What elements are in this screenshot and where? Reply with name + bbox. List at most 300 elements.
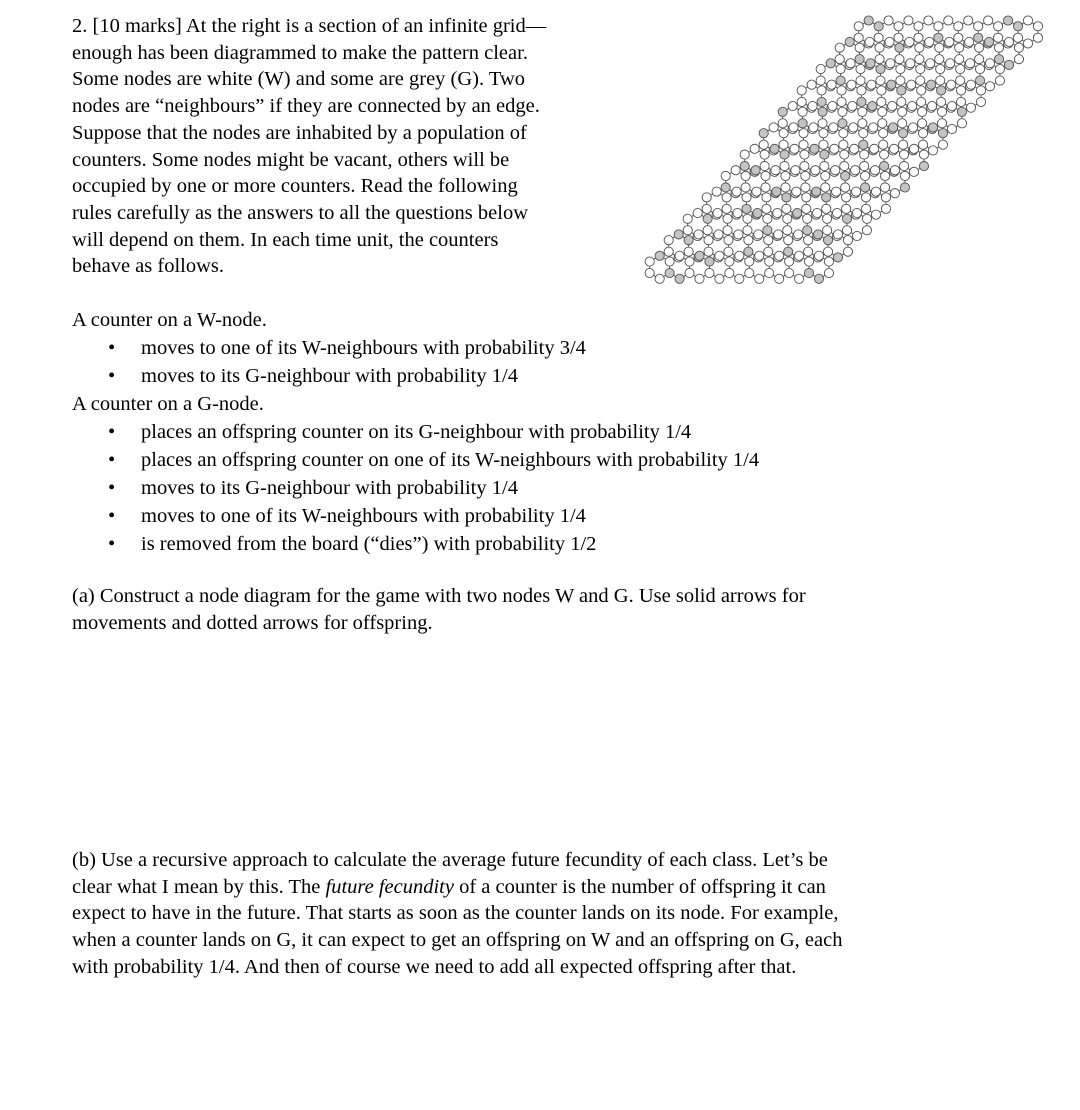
- white-node: [820, 161, 829, 170]
- white-node: [899, 150, 908, 159]
- white-node: [817, 86, 826, 95]
- white-node: [742, 193, 751, 202]
- white-node: [664, 247, 673, 256]
- white-node: [956, 64, 965, 73]
- white-node: [936, 76, 945, 85]
- white-node: [947, 124, 956, 133]
- grey-node: [897, 86, 906, 95]
- bullet-icon: •: [108, 421, 116, 443]
- white-node: [876, 76, 885, 85]
- white-node: [937, 107, 946, 116]
- grey-node: [866, 59, 875, 68]
- white-node: [935, 43, 944, 52]
- white-node: [804, 236, 813, 245]
- white-node: [938, 140, 947, 149]
- white-node: [906, 59, 915, 68]
- white-node: [814, 251, 823, 260]
- part-b-text: clear what I mean by this. The: [72, 875, 326, 898]
- list-item: [72, 334, 1032, 362]
- white-node: [936, 64, 945, 73]
- rule-text: places an offspring counter on one of its W-neighbours with probability 1/4: [141, 449, 760, 471]
- white-node: [975, 43, 984, 52]
- white-node: [821, 183, 830, 192]
- part-b-line: [72, 874, 1032, 901]
- grey-node: [1004, 60, 1013, 69]
- white-node: [645, 257, 654, 266]
- grey-node: [804, 268, 813, 277]
- white-node: [804, 257, 813, 266]
- list-item: [72, 530, 1032, 558]
- white-node: [816, 76, 825, 85]
- white-node: [916, 64, 925, 73]
- bullet-icon: •: [108, 505, 116, 527]
- white-node: [874, 33, 883, 42]
- white-node: [914, 33, 923, 42]
- white-node: [965, 37, 974, 46]
- white-node: [824, 268, 833, 277]
- grey-node: [818, 107, 827, 116]
- white-node: [878, 119, 887, 128]
- white-node: [823, 226, 832, 235]
- white-node: [871, 187, 880, 196]
- grey-node: [820, 150, 829, 159]
- bullet-icon: •: [108, 449, 116, 471]
- grey-node: [957, 107, 966, 116]
- white-node: [855, 43, 864, 52]
- white-node: [875, 43, 884, 52]
- white-node: [774, 230, 783, 239]
- white-node: [925, 37, 934, 46]
- grey-node: [763, 226, 772, 235]
- white-node: [685, 268, 694, 277]
- white-node: [885, 37, 894, 46]
- white-node: [760, 150, 769, 159]
- white-node: [914, 22, 923, 31]
- part-b-question: [72, 847, 1032, 981]
- grey-node: [772, 187, 781, 196]
- white-node: [918, 129, 927, 138]
- white-node: [854, 33, 863, 42]
- grey-node: [778, 107, 787, 116]
- white-node: [794, 251, 803, 260]
- grey-node: [887, 80, 896, 89]
- white-node: [899, 161, 908, 170]
- white-node: [947, 101, 956, 110]
- white-node: [769, 123, 778, 132]
- white-node: [655, 274, 664, 283]
- white-node: [862, 226, 871, 235]
- grey-node: [793, 208, 802, 217]
- white-node: [702, 193, 711, 202]
- white-node: [833, 230, 842, 239]
- grey-node: [744, 247, 753, 256]
- white-node: [841, 183, 850, 192]
- bullet-icon: •: [108, 337, 116, 359]
- white-node: [809, 123, 818, 132]
- intro-line: rules carefully as the answers to all the questions below: [72, 201, 528, 224]
- white-node: [859, 129, 868, 138]
- white-node: [897, 97, 906, 106]
- white-node: [843, 247, 852, 256]
- white-node: [884, 16, 893, 25]
- white-node: [765, 257, 774, 266]
- white-node: [994, 43, 1003, 52]
- white-node: [946, 80, 955, 89]
- white-node: [879, 140, 888, 149]
- white-node: [724, 247, 733, 256]
- white-node: [794, 274, 803, 283]
- white-node: [975, 64, 984, 73]
- grey-node: [784, 247, 793, 256]
- grey-node: [845, 37, 854, 46]
- white-node: [704, 236, 713, 245]
- part-b-line: when a counter lands on G, it can expect to get an offspring on W and an offspring on G, each: [72, 929, 843, 952]
- white-node: [915, 55, 924, 64]
- white-node: [854, 22, 863, 31]
- white-node: [908, 101, 917, 110]
- grey-node: [759, 129, 768, 138]
- grey-node: [813, 230, 822, 239]
- white-node: [946, 59, 955, 68]
- white-node: [685, 257, 694, 266]
- white-node: [821, 171, 830, 180]
- intro-line: nodes are “neighbours” if they are connected by an edge.: [72, 95, 540, 118]
- white-node: [822, 204, 831, 213]
- white-node: [861, 193, 870, 202]
- white-node: [731, 166, 740, 175]
- grey-node: [742, 204, 751, 213]
- white-node: [722, 204, 731, 213]
- white-node: [827, 80, 836, 89]
- grey-node: [1003, 16, 1012, 25]
- part-a-line: (a) Construct a node diagram for the game with two nodes W and G. Use solid arrows for: [72, 585, 806, 607]
- white-node: [976, 86, 985, 95]
- white-node: [877, 86, 886, 95]
- white-node: [712, 187, 721, 196]
- white-node: [877, 97, 886, 106]
- white-node: [916, 76, 925, 85]
- white-node: [937, 119, 946, 128]
- white-node: [860, 161, 869, 170]
- white-node: [880, 183, 889, 192]
- part-a-question: [72, 583, 1032, 636]
- grey-node: [740, 161, 749, 170]
- grey-node: [674, 230, 683, 239]
- white-node: [664, 236, 673, 245]
- white-node: [856, 64, 865, 73]
- white-node: [858, 119, 867, 128]
- intro-line: will depend on them. In each time unit, the counters: [72, 228, 499, 251]
- white-node: [955, 55, 964, 64]
- white-node: [760, 161, 769, 170]
- white-node: [754, 230, 763, 239]
- white-node: [934, 22, 943, 31]
- intro-line: Some nodes are white (W) and some are grey (G). Two: [72, 68, 526, 91]
- bullet-icon: •: [108, 477, 116, 499]
- grey-node: [880, 161, 889, 170]
- white-node: [862, 214, 871, 223]
- white-node: [1023, 16, 1032, 25]
- white-node: [994, 33, 1003, 42]
- white-node: [848, 101, 857, 110]
- white-node: [745, 268, 754, 277]
- white-node: [781, 171, 790, 180]
- white-node: [837, 97, 846, 106]
- grey-node: [928, 123, 937, 132]
- white-node: [799, 129, 808, 138]
- white-node: [840, 161, 849, 170]
- grey-node: [770, 144, 779, 153]
- white-node: [915, 43, 924, 52]
- grey-node: [841, 171, 850, 180]
- white-node: [964, 16, 973, 25]
- white-node: [694, 230, 703, 239]
- white-node: [704, 247, 713, 256]
- hexagonal-grid-figure: [548, 10, 1060, 320]
- white-node: [945, 37, 954, 46]
- white-node: [870, 144, 879, 153]
- grey-node: [833, 253, 842, 262]
- white-node: [734, 230, 743, 239]
- white-node: [830, 144, 839, 153]
- white-node: [761, 171, 770, 180]
- rule-text: moves to its G-neighbour with probability 1/4: [141, 477, 518, 499]
- white-node: [764, 236, 773, 245]
- rules-section: [72, 306, 1032, 558]
- grey-node: [798, 119, 807, 128]
- white-node: [850, 144, 859, 153]
- white-node: [801, 183, 810, 192]
- grey-node: [836, 76, 845, 85]
- white-node: [907, 80, 916, 89]
- white-node: [917, 97, 926, 106]
- white-node: [847, 80, 856, 89]
- intro-line: 2. [10 marks] At the right is a section of an infinite grid—: [72, 15, 547, 37]
- white-node: [843, 236, 852, 245]
- grey-node: [838, 119, 847, 128]
- white-node: [800, 161, 809, 170]
- part-a-line: movements and dotted arrows for offspring.: [72, 611, 433, 634]
- white-node: [851, 187, 860, 196]
- grey-node: [810, 144, 819, 153]
- white-node: [831, 166, 840, 175]
- white-node: [908, 123, 917, 132]
- white-node: [861, 204, 870, 213]
- grey-node: [975, 76, 984, 85]
- white-node: [808, 101, 817, 110]
- grey-node: [889, 123, 898, 132]
- white-node: [994, 22, 1003, 31]
- white-node: [789, 123, 798, 132]
- list-item: [72, 502, 1032, 530]
- white-node: [898, 119, 907, 128]
- white-node: [1004, 37, 1013, 46]
- white-node: [904, 16, 913, 25]
- white-node: [759, 140, 768, 149]
- grey-node: [919, 161, 928, 170]
- grey-node: [823, 236, 832, 245]
- white-node: [890, 189, 899, 198]
- grey-node: [934, 33, 943, 42]
- white-node: [880, 171, 889, 180]
- white-node: [714, 230, 723, 239]
- white-node: [890, 166, 899, 175]
- white-node: [803, 214, 812, 223]
- w-node-rules-list: [72, 334, 1032, 390]
- white-node: [799, 140, 808, 149]
- grey-node: [874, 22, 883, 31]
- white-node: [782, 204, 791, 213]
- white-node: [764, 247, 773, 256]
- white-node: [797, 86, 806, 95]
- white-node: [924, 16, 933, 25]
- white-node: [725, 268, 734, 277]
- bullet-icon: •: [108, 365, 116, 387]
- white-node: [743, 226, 752, 235]
- white-node: [735, 274, 744, 283]
- white-node: [702, 204, 711, 213]
- grey-node: [703, 214, 712, 223]
- white-node: [684, 247, 693, 256]
- grey-node: [855, 55, 864, 64]
- grey-node: [814, 274, 823, 283]
- white-node: [725, 257, 734, 266]
- white-node: [927, 101, 936, 110]
- white-node: [919, 150, 928, 159]
- white-node: [954, 33, 963, 42]
- white-node: [683, 226, 692, 235]
- grey-node: [927, 80, 936, 89]
- white-node: [783, 226, 792, 235]
- list-item: [72, 446, 1032, 474]
- g-node-rules-list: [72, 418, 1032, 558]
- white-node: [909, 167, 918, 176]
- rule-text: places an offspring counter on its G-neighbour with probability 1/4: [141, 421, 692, 443]
- white-node: [842, 193, 851, 202]
- white-node: [683, 214, 692, 223]
- white-node: [703, 226, 712, 235]
- white-node: [828, 101, 837, 110]
- grey-node: [705, 257, 714, 266]
- white-node: [966, 80, 975, 89]
- rule-text: is removed from the board (“dies”) with probability 1/2: [141, 533, 597, 555]
- grey-node: [684, 236, 693, 245]
- white-node: [900, 171, 909, 180]
- white-node: [957, 119, 966, 128]
- grey-node: [861, 183, 870, 192]
- white-node: [896, 76, 905, 85]
- white-node: [778, 119, 787, 128]
- grey-node: [984, 37, 993, 46]
- part-b-line: with probability 1/4. And then of course we need to add all expected offspring after that.: [72, 955, 797, 978]
- white-node: [732, 187, 741, 196]
- white-node: [791, 166, 800, 175]
- white-node: [665, 257, 674, 266]
- grey-node: [665, 268, 674, 277]
- white-node: [801, 171, 810, 180]
- white-node: [788, 101, 797, 110]
- white-node: [818, 119, 827, 128]
- grey-node: [695, 251, 704, 260]
- white-node: [851, 166, 860, 175]
- white-node: [860, 150, 869, 159]
- white-node: [779, 140, 788, 149]
- grey-node: [753, 208, 762, 217]
- grey-node: [899, 129, 908, 138]
- white-node: [974, 22, 983, 31]
- white-node: [865, 37, 874, 46]
- intro-line: occupied by one or more counters. Read the following: [72, 175, 518, 198]
- white-node: [755, 274, 764, 283]
- white-node: [721, 171, 730, 180]
- white-node: [775, 274, 784, 283]
- white-node: [937, 97, 946, 106]
- list-item: [72, 418, 1032, 446]
- white-node: [935, 55, 944, 64]
- white-node: [896, 64, 905, 73]
- white-node: [771, 166, 780, 175]
- white-node: [645, 268, 654, 277]
- white-node: [995, 64, 1004, 73]
- part-b-line: (b) Use a recursive approach to calculate the average future fecundity of each class. Let’s be: [72, 849, 828, 871]
- intro-line: behave as follows.: [72, 255, 224, 278]
- white-node: [741, 183, 750, 192]
- white-node: [858, 107, 867, 116]
- rule-text: moves to one of its W-neighbours with probability 3/4: [141, 337, 586, 359]
- white-node: [790, 144, 799, 153]
- grey-node: [780, 150, 789, 159]
- white-node: [926, 59, 935, 68]
- white-node: [840, 150, 849, 159]
- question-intro: [72, 13, 612, 280]
- white-node: [784, 236, 793, 245]
- white-node: [869, 123, 878, 132]
- white-node: [857, 86, 866, 95]
- white-node: [792, 187, 801, 196]
- white-node: [889, 144, 898, 153]
- white-node: [741, 171, 750, 180]
- white-node: [832, 187, 841, 196]
- white-node: [819, 140, 828, 149]
- white-node: [852, 208, 861, 217]
- white-node: [879, 129, 888, 138]
- white-node: [888, 101, 897, 110]
- white-node: [800, 150, 809, 159]
- white-node: [745, 257, 754, 266]
- white-node: [804, 247, 813, 256]
- grey-node: [822, 193, 831, 202]
- white-node: [846, 59, 855, 68]
- grey-node: [675, 274, 684, 283]
- white-node: [722, 193, 731, 202]
- white-node: [785, 257, 794, 266]
- white-node: [761, 183, 770, 192]
- white-node: [695, 274, 704, 283]
- white-node: [724, 236, 733, 245]
- grey-node: [751, 166, 760, 175]
- white-node: [894, 33, 903, 42]
- white-node: [705, 268, 714, 277]
- grey-node: [868, 101, 877, 110]
- grey-node: [842, 214, 851, 223]
- grey-node: [803, 226, 812, 235]
- grey-node: [974, 33, 983, 42]
- grey-node: [721, 183, 730, 192]
- future-fecundity-term: future fecundity: [325, 875, 454, 898]
- white-node: [693, 208, 702, 217]
- white-node: [1014, 55, 1023, 64]
- white-node: [956, 76, 965, 85]
